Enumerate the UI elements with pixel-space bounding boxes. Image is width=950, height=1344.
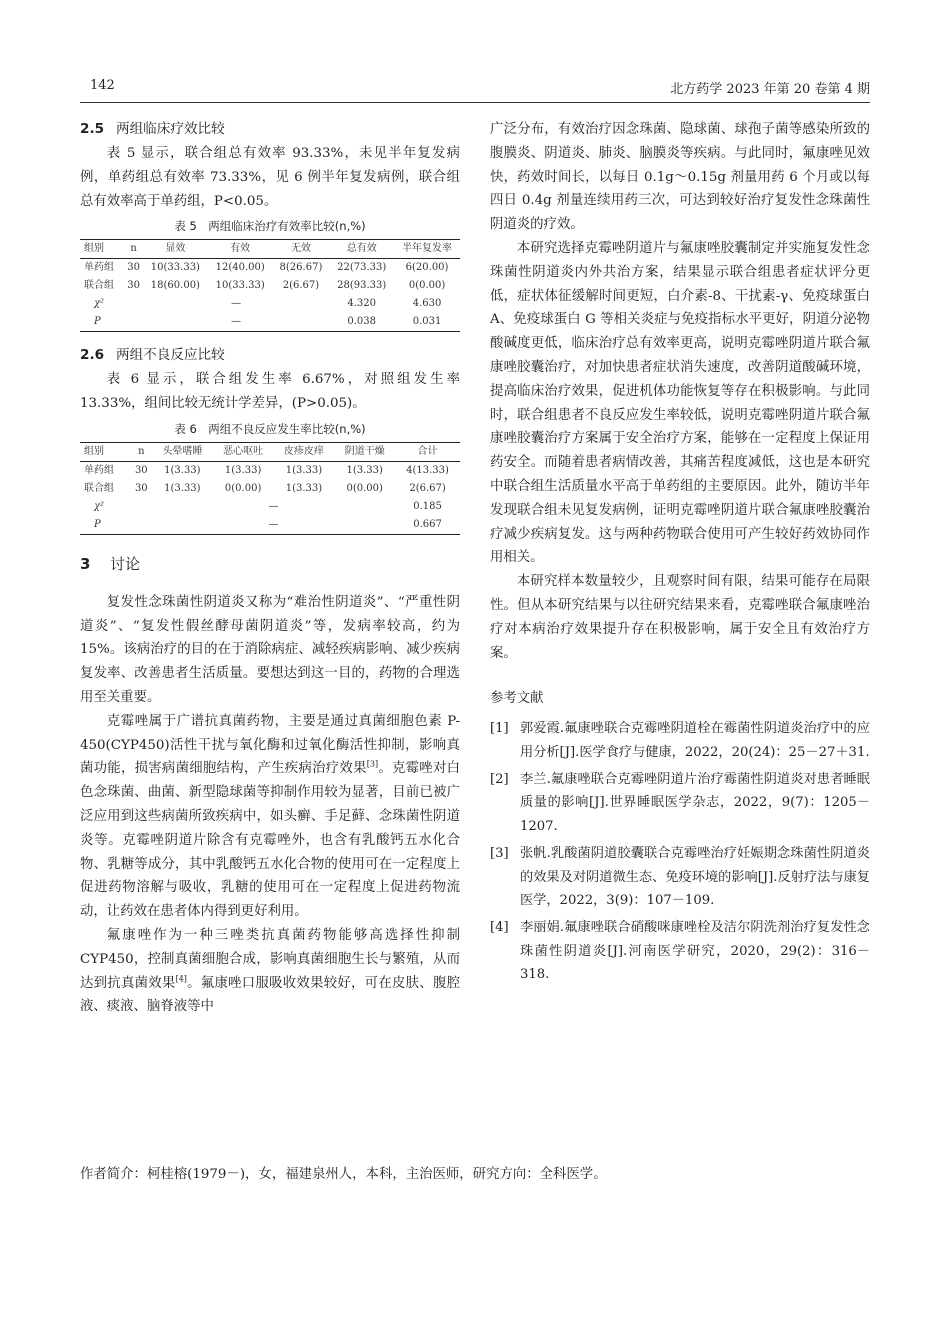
table6-cell: 0(0.00) [224,482,262,494]
table6-header-cell: 合计 [395,442,460,461]
table6-cell: 4(13.33) [406,464,449,476]
table5-cell: 2(6.67) [282,280,320,292]
reference-text: 郭爱霞.氟康唑联合克霉唑阴道栓在霉菌性阴道炎治疗中的应用分析[J].医学食疗与健康，2022，20(24)：25－27＋31. [520,721,870,760]
table6-stat-cell: 0.185 [413,500,442,512]
table6-stat-cell: 0.667 [395,516,460,535]
table5-cell: 联合组 [84,280,114,292]
table6-cell: 2(6.67) [409,482,446,494]
table6-cell: 联合组 [84,482,114,494]
table5-cell: 30 [127,262,141,274]
table5-stat-cell: 4.630 [412,298,442,310]
reference-item [490,842,870,912]
journal-issue: 北方药学 2023 年第 20 卷第 4 期 [670,82,870,97]
table5-stat-cell: 0.038 [329,313,394,332]
citation-3: [3] [366,759,379,769]
discussion-paragraph-4: 本研究选择克霉唑阴道片与氟康唑胶囊制定并实施复发性念珠菌性阴道炎内外共治方案，结果显示联合组患者症状评分更低，症状体征缓解时间更短，白介素-8、干扰素-γ、免疫球蛋白 A、免疫球蛋白 G 等相关炎症与免疫指标水平更好，阴道分泌物酸碱度更低，临床治疗总有效率更高，说明克霉唑阴道片联合氟康唑胶囊治疗，对加快患者症状消失速度，改善阴道酸碱环境，提高临床治疗效果，促进机体功能恢复等存在积极影响。与此同时，联合组患者不良反应发生率较低，说明克霉唑阴道片联合氟康唑胶囊治疗方案属于安全治疗方案，能够在一定程度上保证用药安全。而随着患者病情改善，其痛苦程度减低，这也是本研究中联合组生活质量水平高于单药组的主要原因。此外，随访半年发现联合组未见复发病例，证明克霉唑阴道片联合氟康唑胶囊治疗减少疾病复发。这与两种药物联合使用可产生较好药效协同作用相关。 [490,240,870,566]
reference-item [490,916,870,986]
table5-cell: 0(0.00) [408,280,446,292]
table5-header-cell: n [124,240,143,259]
discussion-paragraph-3: 氟康唑作为一种三唑类抗真菌药物能够高选择性抑制 CYP450，控制真菌细胞合成，影响真菌细胞生长与繁殖，从而达到抗真菌效果[4]。氟康唑口服吸收效果较好，可在皮肤、腹腔液、痰液、脑脊液等中 [80,927,460,1015]
table5-cell: 22(73.33) [337,262,387,274]
table5-row [80,259,460,278]
table6-cell: 1(3.33) [164,482,201,494]
section-2-5-heading: 2.5 两组临床疗效比较 [80,121,225,137]
table5-header-cell: 组别 [80,240,124,259]
table5-cell: 18(60.00) [150,280,200,292]
table6-cell: 1(3.33) [285,464,323,476]
table6-stat-row [80,516,460,535]
section-2-6-heading: 2.6 两组不良反应比较 [80,347,225,364]
table6-cell: 单药组 [84,464,114,476]
table6-stat-cell: — [152,516,395,535]
table6-cell: 30 [134,464,148,476]
table6-cell: 1(3.33) [346,464,383,476]
table5-stat-cell: P [80,313,143,332]
reference-number: [3] [490,846,509,862]
table5-cell: 6(20.00) [405,262,449,274]
page-number: 142 [90,78,115,93]
discussion-paragraph-3-cont: 广泛分布，有效治疗因念珠菌、隐球菌、球孢子菌等感染所致的腹膜炎、阴道炎、肺炎、脑膜炎等疾病。与此同时，氟康唑见效快，药效时间长，以每日 0.1g～0.15g 剂量用药 6 个月或以每四日 0.4g 剂量连续用药三次，可达到较好治疗复发性念珠菌性阴道炎的疗效。 [490,122,870,233]
table6-header-cell: 组别 [80,442,131,461]
table6-header-cell: n [131,442,152,461]
table5-stat-cell: — [231,298,242,310]
table-5-caption: 表 5 两组临床治疗有效率比较(n,%) [174,219,366,234]
table5-stat-cell: χ² [94,298,105,310]
reference-number: [2] [490,771,509,787]
header-rule [80,102,870,103]
discussion-paragraph-2: 克霉唑属于广谱抗真菌药物，主要是通过真菌细胞色素 P-450(CYP450)活性干扰与氧化酶和过氧化酶活性抑制，影响真菌功能，损害病菌细胞结构，产生疾病治疗效果[3]。克霉唑对白色念珠菌、曲菌、新型隐球菌等抑制作用较为显著，目前已被广泛应用到这些病菌所致疾病中，如头癣、手足藓、念珠菌性阴道炎等。克霉唑阴道片除含有克霉唑外，也含有乳酸钙五水化合物、乳糖等成分，其中乳酸钙五水化合物的使用可在一定程度上促进药物溶解与吸收，乳糖的使用可在一定程度上促进药物流动，让药效在患者体内得到更好利用。 [80,713,461,920]
table5-cell: 10(33.33) [215,280,265,292]
table5-header-cell: 显效 [143,240,208,259]
table6-stat-cell: — [268,500,279,512]
table5-stat-cell: 0.031 [394,313,460,332]
table6-cell: 30 [134,482,148,494]
discussion-paragraph-5: 本研究样本数量较少，且观察时间有限，结果可能存在局限性。但从本研究结果与以往研究结果来看，克霉唑联合氟康唑治疗对本病治疗效果提升存在积极影响，属于安全且有效治疗方案。 [490,574,870,661]
table6-cell: 1(3.33) [164,464,201,476]
right-column [490,118,870,991]
reference-text: 李兰.氟康唑联合克霉唑阴道片治疗霉菌性阴道炎对患者睡眠质量的影响[J].世界睡眠医学杂志，2022，9(7)：1205－1207. [520,771,870,834]
table5-cell: 30 [127,280,141,292]
table5-stat-cell: — [143,313,329,332]
table5-cell: 12(40.00) [215,262,265,274]
left-column [80,118,460,1019]
table5-header-cell: 有效 [208,240,273,259]
table6-stat-row [80,498,460,516]
table6-cell: 1(3.33) [285,482,323,494]
reference-list [490,717,870,987]
table5-header-cell: 总有效 [329,240,394,259]
table5-cell: 28(93.33) [337,280,387,292]
table-5 [80,217,460,332]
table5-cell: 单药组 [84,262,114,274]
table-6 [80,420,460,535]
discussion-paragraph-1: 复发性念珠菌性阴道炎又称为“难治性阴道炎”、“严重性阴道炎”、“复发性假丝酵母菌阴道炎”等，发病率较高，约为 15%。该病治疗的目的在于消除病症、减轻疾病影响、减少疾病复发率、改善患者生活质量。要想达到这一目的，药物的合理选用至关重要。 [80,594,460,705]
reference-number: [4] [490,920,509,936]
table6-header-cell: 皮疹皮痒 [274,442,335,461]
table6-header-cell: 恶心呕吐 [213,442,274,461]
table6-cell: 0(0.00) [346,482,383,494]
section-2-5-paragraph: 表 5 显示，联合组总有效率 93.33%，未见半年复发病例，单药组总有效率 73.33%，见 6 例半年复发病例，联合组总有效率高于单药组，P<0.05。 [80,146,460,209]
table5-stat-row [80,295,460,313]
reference-item [490,768,870,838]
reference-item [490,717,870,764]
table5-header-cell: 无效 [273,240,330,259]
section-3-heading: 3 讨论 [80,554,141,573]
table6-header-cell: 阴道干燥 [334,442,395,461]
table5-row [80,277,460,295]
table5-header-cell: 半年复发率 [394,240,460,259]
table5-cell: 8(26.67) [279,262,323,274]
page-header [80,78,870,100]
table-6-caption: 表 6 两组不良反应发生率比较(n,%) [174,421,366,436]
references-heading: 参考文献 [490,691,544,707]
table6-row [80,461,460,480]
author-bio: 作者简介：柯桂榕(1979－)，女，福建泉州人，本科，主治医师，研究方向：全科医学。 [80,1167,607,1182]
reference-text: 李丽娟.氟康唑联合硝酸咪康唑栓及洁尔阴洗剂治疗复发性念珠菌性阴道炎[J].河南医学研究，2020，29(2)：316－318. [520,920,870,983]
table5-stat-cell: 4.320 [347,298,377,310]
reference-text: 张帆.乳酸菌阴道胶囊联合克霉唑治疗妊娠期念珠菌性阴道炎的效果及对阴道微生态、免疫环境的影响[J].反射疗法与康复医学，2022，3(9)：107－109. [520,846,870,909]
reference-number: [1] [490,721,509,737]
table6-header-cell: 头晕嗜睡 [152,442,213,461]
citation-4: [4] [175,974,187,984]
table6-stat-cell: P [80,516,152,535]
section-2-6-paragraph: 表 6 显示，联合组发生率 6.67%，对照组发生率 13.33%，组间比较无统计学差异，(P>0.05)。 [80,372,460,412]
table5-stat-row [80,313,460,332]
table6-stat-cell: χ² [94,500,105,512]
table5-cell: 10(33.33) [150,262,200,274]
table6-cell: 1(3.33) [224,464,262,476]
table6-row [80,480,460,498]
